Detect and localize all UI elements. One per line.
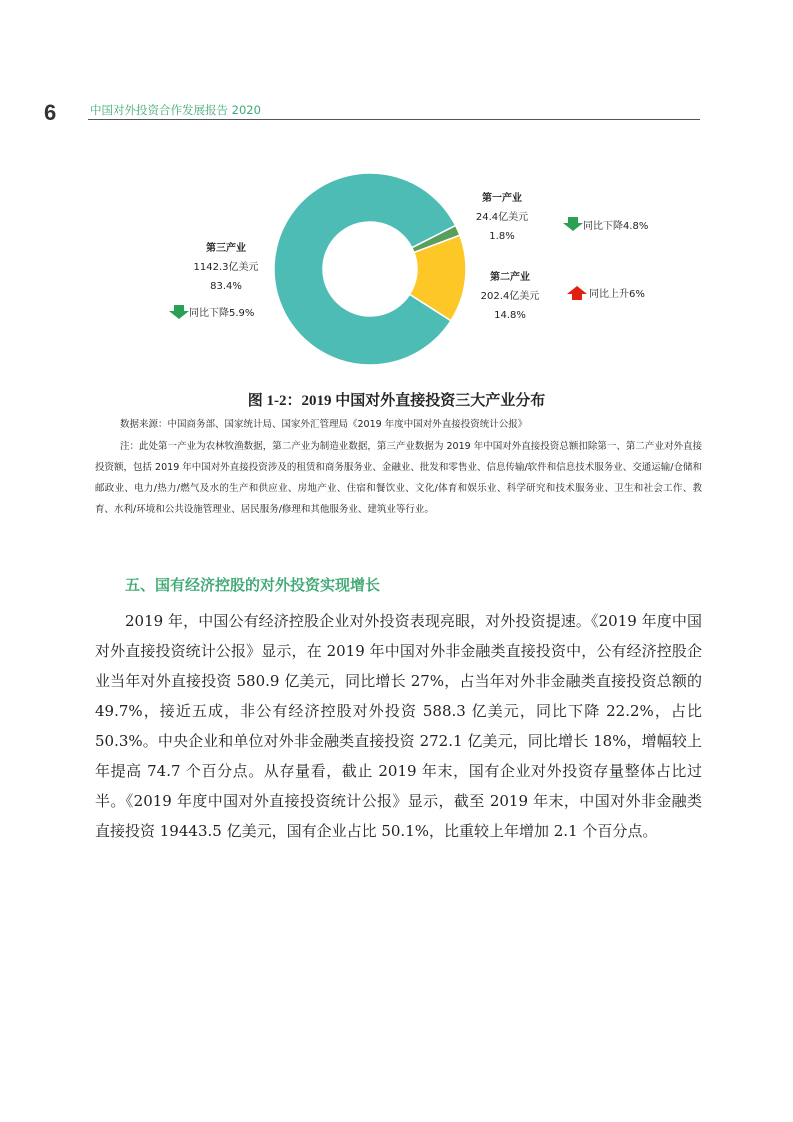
slice-label-tertiary: 第三产业 — [206, 243, 246, 254]
slice-value-secondary: 202.4亿美元 — [480, 291, 540, 302]
down-arrow-icon — [169, 305, 189, 319]
down-arrow-icon — [563, 217, 583, 231]
slice-value-tertiary: 1142.3亿美元 — [193, 262, 259, 273]
up-arrow-icon — [567, 286, 587, 300]
figure-note: 注：此处第一产业为农林牧渔数据，第二产业为制造业数据，第三产业数据为 2019 年中国对外直接投资总额扣除第一、第二产业对外直接投资额，包括 2019 年中国对外直接投资涉及的租赁和商务服务业、金融业、批发和零售业、信息传输/软件和信息技术服务业、交通运输/仓储和邮政业、电力/热力/燃气及水的生产和供应业、房地产业、住宿和餐饮业、文化/体育和娱乐业、科学研究和技术服务业、卫生和社会工作、教育、水利/环境和公共设施管理业、居民服务/修理和其他服务业、建筑业等行业。 — [95, 441, 702, 515]
slice-value-primary: 24.4亿美元 — [475, 212, 529, 223]
industry-donut-chart — [0, 140, 793, 380]
header-divider — [88, 119, 700, 120]
figure-source: 数据来源：中国商务部、国家统计局、国家外汇管理局《2019 年度中国对外直接投资统计公报》 — [120, 419, 528, 430]
slice-change-tertiary: 同比下降5.9% — [189, 308, 255, 319]
slice-percent-secondary: 14.8% — [494, 310, 526, 321]
body-paragraph: 2019 年，中国公有经济控股企业对外投资表现亮眼，对外投资提速。《2019 年度中国对外直接投资统计公报》显示，在 2019 年中国对外非金融类直接投资中，公有经济控股企业当年对外直接投资 580.9 亿美元，同比增长 27%，占当年对外非金融类直接投资总额的 49.7%，接近五成，非公有经济控股对外投资 588.3 亿美元，同比下降 22.2%，占比 50.3%。中央企业和单位对外非金融类直接投资 272.1 亿美元，同比增长 18%，增幅较上年提高 74.7 个百分点。从存量看，截止 2019 年末，国有企业对外投资存量整体占比过半。《2019 年度中国对外直接投资统计公报》显示，截至 2019 年末，中国对外非金融类直接投资 19443.5 亿美元，国有企业占比 50.1%，比重较上年增加 2.1 个百分点。 — [95, 612, 702, 840]
page-number: 6 — [44, 100, 57, 125]
slice-percent-primary: 1.8% — [489, 231, 515, 242]
slice-change-secondary: 同比上升6% — [589, 289, 645, 300]
slice-label-primary: 第一产业 — [482, 193, 522, 204]
slice-percent-tertiary: 83.4% — [210, 281, 242, 292]
running-title: 中国对外投资合作发展报告 2020 — [90, 103, 261, 117]
slice-change-primary: 同比下降4.8% — [583, 221, 649, 232]
section-heading: 五、国有经济控股的对外投资实现增长 — [125, 576, 381, 594]
figure-caption: 图 1-2：2019 中国对外直接投资三大产业分布 — [247, 393, 546, 409]
donut-slices — [274, 173, 466, 365]
slice-label-secondary: 第二产业 — [490, 272, 530, 283]
